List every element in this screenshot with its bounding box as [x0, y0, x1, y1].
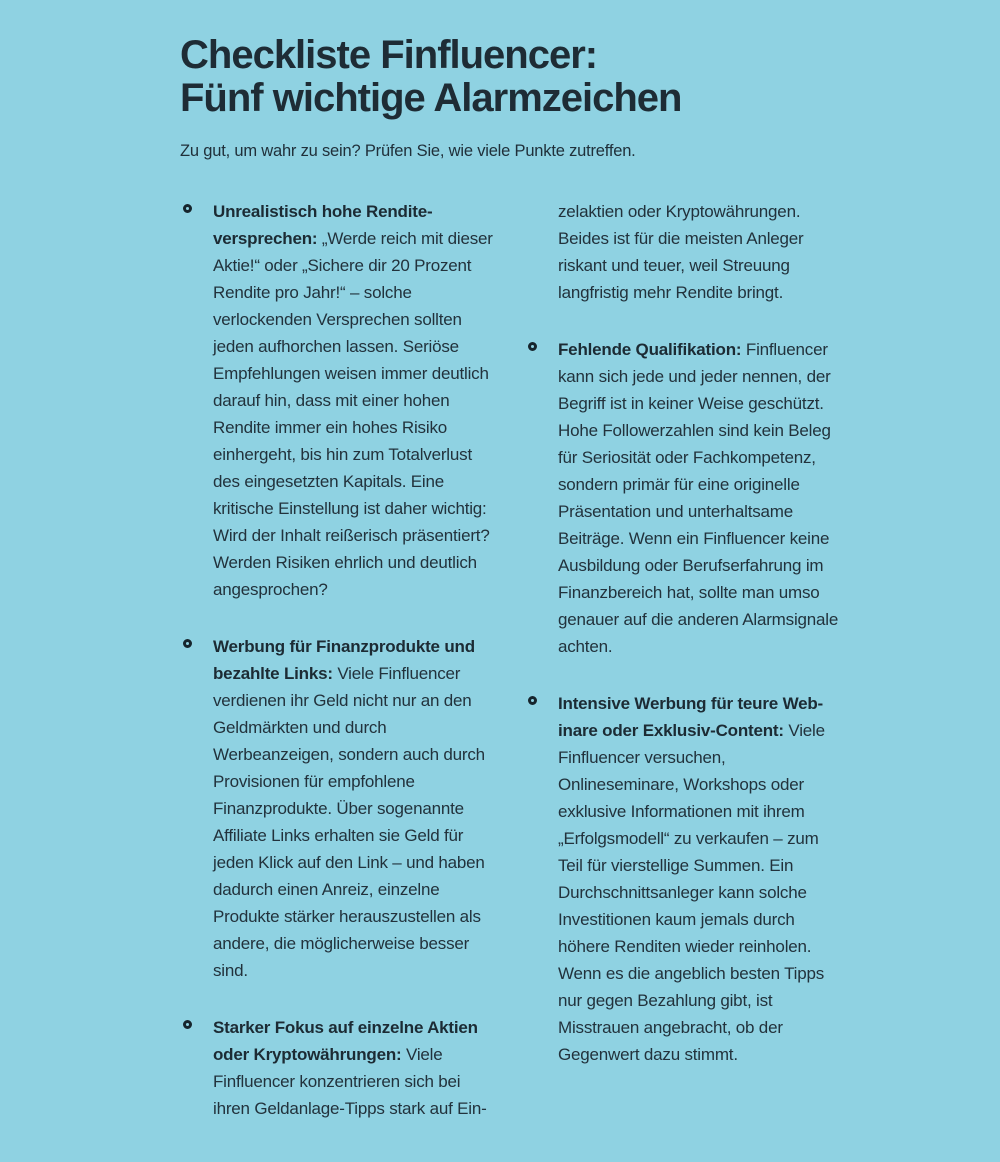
- item-lead: Intensive Werbung für teure Webinare oder Exklusiv-Content:: [558, 694, 824, 741]
- checklist-column-right: [528, 198, 840, 1122]
- page-title-line1: Checkliste Finfluencer:: [180, 33, 598, 77]
- item-text: Intensive Werbung für teure Webinare oder Exklusiv-Content: Viele Finfluencer versuchen, Onlineseminare, Workshops oder exklusive Informationen mit ihrem „Erfolgsmodell“ zu verkaufen – zum Teil für vierstellige Summen. Ein Durchschnittsanleger kann solche Investitionen kaum jemals durch höhere Renditen wieder reinholen. Wenn es die angeblich besten Tipps nur gegen Bezahlung gibt, ist Misstrauen angebracht, ob der Gegenwert dazu stimmt.: [558, 694, 825, 1065]
- bullet-cell: [183, 198, 213, 603]
- bullet-cell: [528, 336, 558, 660]
- checklist-item: [528, 198, 840, 306]
- checklist-item: [528, 336, 840, 660]
- circle-bullet-icon: [183, 204, 192, 213]
- bullet-cell: [183, 633, 213, 984]
- bullet-cell: [528, 690, 558, 1068]
- page-title-line2: Fünf wichtige Alarmzeichen: [180, 76, 682, 121]
- circle-bullet-icon: [528, 342, 537, 351]
- checklist-item: [183, 198, 495, 603]
- bullet-cell: [183, 1014, 213, 1122]
- item-text: Starker Fokus auf einzelne Aktien oder Kryptowährungen: Viele Finfluencer konzentrieren sich bei ihren Geldanlage-Tipps stark auf Ein-: [213, 1018, 487, 1119]
- bullet-spacer: [528, 198, 558, 306]
- checklist-item: [183, 633, 495, 984]
- item-text: zelaktien oder Kryptowährungen. Beides ist für die meisten Anleger riskant und teuer, weil Streuung langfristig mehr Rendite bringt.: [558, 202, 804, 303]
- page-title: [180, 34, 850, 120]
- circle-bullet-icon: [528, 696, 537, 705]
- checklist-item: [183, 1014, 495, 1122]
- checklist: [183, 198, 850, 1122]
- circle-bullet-icon: [183, 1020, 192, 1029]
- item-text: Fehlende Qualifikation: Finfluencer kann sich jede und jeder nennen, der Begriff ist in keiner Weise geschützt. Hohe Followerzahlen sind kein Beleg für Seriosität oder Fachkompetenz, sondern primär für eine originelle Präsentation und unterhaltsame Beiträge. Wenn ein Finfluencer keine Ausbildung oder Berufserfahrung im Finanzbereich hat, sollte man umso genauer auf die anderen Alarmsignale achten.: [558, 340, 839, 657]
- item-lead: Werbung für Finanzprodukte und bezahlte Links:: [213, 637, 475, 684]
- page-subtitle: Zu gut, um wahr zu sein? Prüfen Sie, wie viele Punkte zutreffen.: [180, 142, 636, 161]
- item-lead: Starker Fokus auf einzelne Aktien oder Kryptowährungen:: [213, 1018, 478, 1065]
- item-lead: Fehlende Qualifikation:: [558, 340, 746, 360]
- item-text: Werbung für Finanzprodukte und bezahlte Links: Viele Finfluencer verdienen ihr Geld nicht nur an den Geldmärkten und durch Werbeanzeigen, sondern auch durch Provisionen für empfohlene Finanzprodukte. Über sogenannte Affiliate Links erhalten sie Geld für jeden Klick auf den Link – und haben dadurch einen Anreiz, einzelne Produkte stärker herauszustellen als andere, die möglicherweise besser sind.: [213, 637, 485, 981]
- circle-bullet-icon: [183, 639, 192, 648]
- checklist-item: [528, 690, 840, 1068]
- checklist-column-left: [183, 198, 495, 1122]
- item-text: Unrealistisch hohe Renditeversprechen: „Werde reich mit dieser Aktie!“ oder „Sichere dir 20 Prozent Rendite pro Jahr!“ – solche verlockenden Versprechen sollten jeden aufhorchen lassen. Seriöse Empfehlungen weisen immer deutlich darauf hin, dass mit einer hohen Rendite immer ein hohes Risiko einhergeht, bis hin zum Totalverlust des eingesetzten Kapitals. Eine kritische Einstellung ist daher wichtig: Wird der Inhalt reißerisch präsentiert? Werden Risiken ehrlich und deutlich angesprochen?: [213, 202, 493, 600]
- item-lead: Unrealistisch hohe Renditeversprechen:: [213, 202, 433, 249]
